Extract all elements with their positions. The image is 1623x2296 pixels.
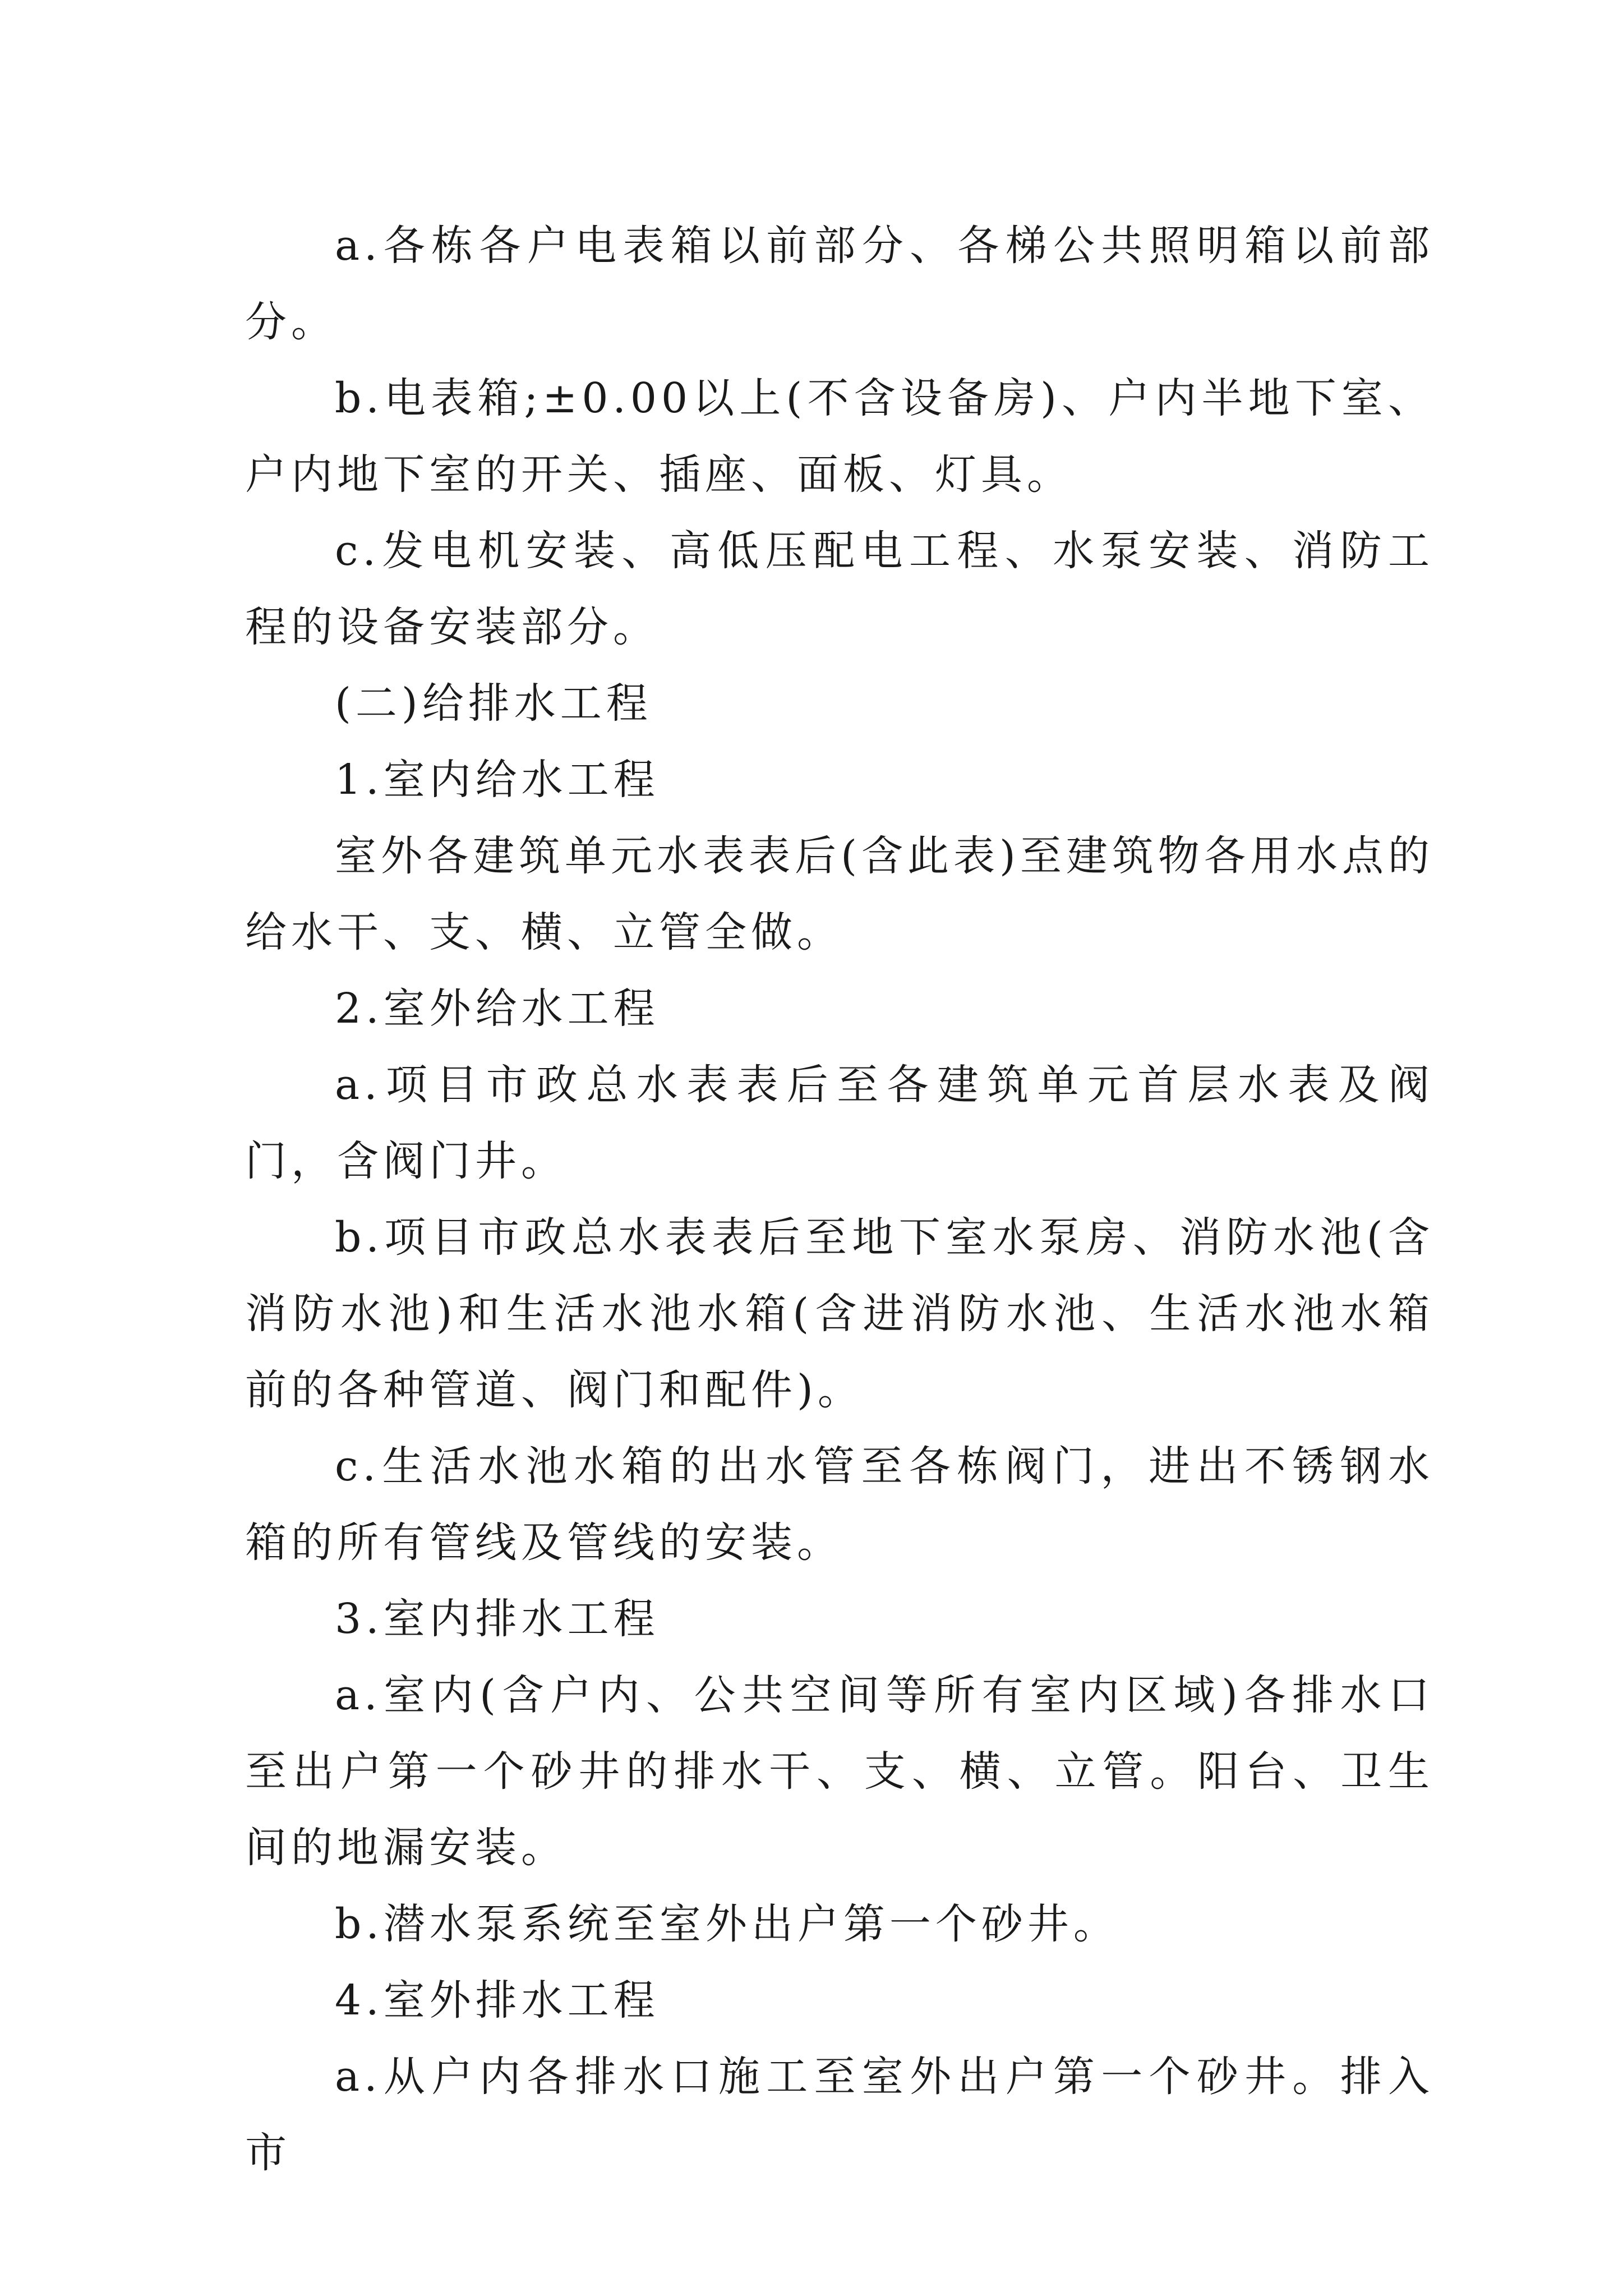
subheading-indoor-drainage: 3.室内排水工程 <box>335 1595 660 1643</box>
subheading-outdoor-drainage: 4.室外排水工程 <box>335 1976 660 2024</box>
paragraph-electric-b: b.电表箱;±0.00以上(不含设备房)、户内半地下室、户内地下室的开关、插座、面板、灯具。 <box>245 374 1434 499</box>
paragraph-electric-c: c.发电机安装、高低压配电工程、水泵安装、消防工程的设备安装部分。 <box>245 527 1434 651</box>
paragraph-outdoor-supply-c: c.生活水池水箱的出水管至各栋阀门，进出不锈钢水箱的所有管线及管线的安装。 <box>245 1442 1434 1567</box>
document-body <box>245 208 1434 2191</box>
paragraph-outdoor-supply-a: a.项目市政总水表表后至各建筑单元首层水表及阀门，含阀门井。 <box>245 1061 1434 1185</box>
paragraph-outdoor-drainage-a: a.从户内各排水口施工至室外出户第一个砂井。排入市 <box>245 2053 1434 2177</box>
paragraph-indoor-drainage-a: a.室内(含户内、公共空间等所有室内区域)各排水口至出户第一个砂井的排水干、支、横、立管。阳台、卫生间的地漏安装。 <box>245 1671 1434 1872</box>
section-heading-water: (二)给排水工程 <box>335 679 652 728</box>
paragraph-electric-a: a.各栋各户电表箱以前部分、各梯公共照明箱以前部分。 <box>245 222 1434 346</box>
paragraph-indoor-supply: 室外各建筑单元水表表后(含此表)至建筑物各用水点的给水干、支、横、立管全做。 <box>245 832 1434 956</box>
subheading-indoor-supply: 1.室内给水工程 <box>335 756 660 804</box>
paragraph-outdoor-supply-b: b.项目市政总水表表后至地下室水泵房、消防水池(含消防水池)和生活水池水箱(含进消防水池、生活水池水箱前的各种管道、阀门和配件)。 <box>245 1213 1434 1414</box>
paragraph-indoor-drainage-b: b.潜水泵系统至室外出户第一个砂井。 <box>335 1900 1119 1948</box>
subheading-outdoor-supply: 2.室外给水工程 <box>335 984 660 1033</box>
